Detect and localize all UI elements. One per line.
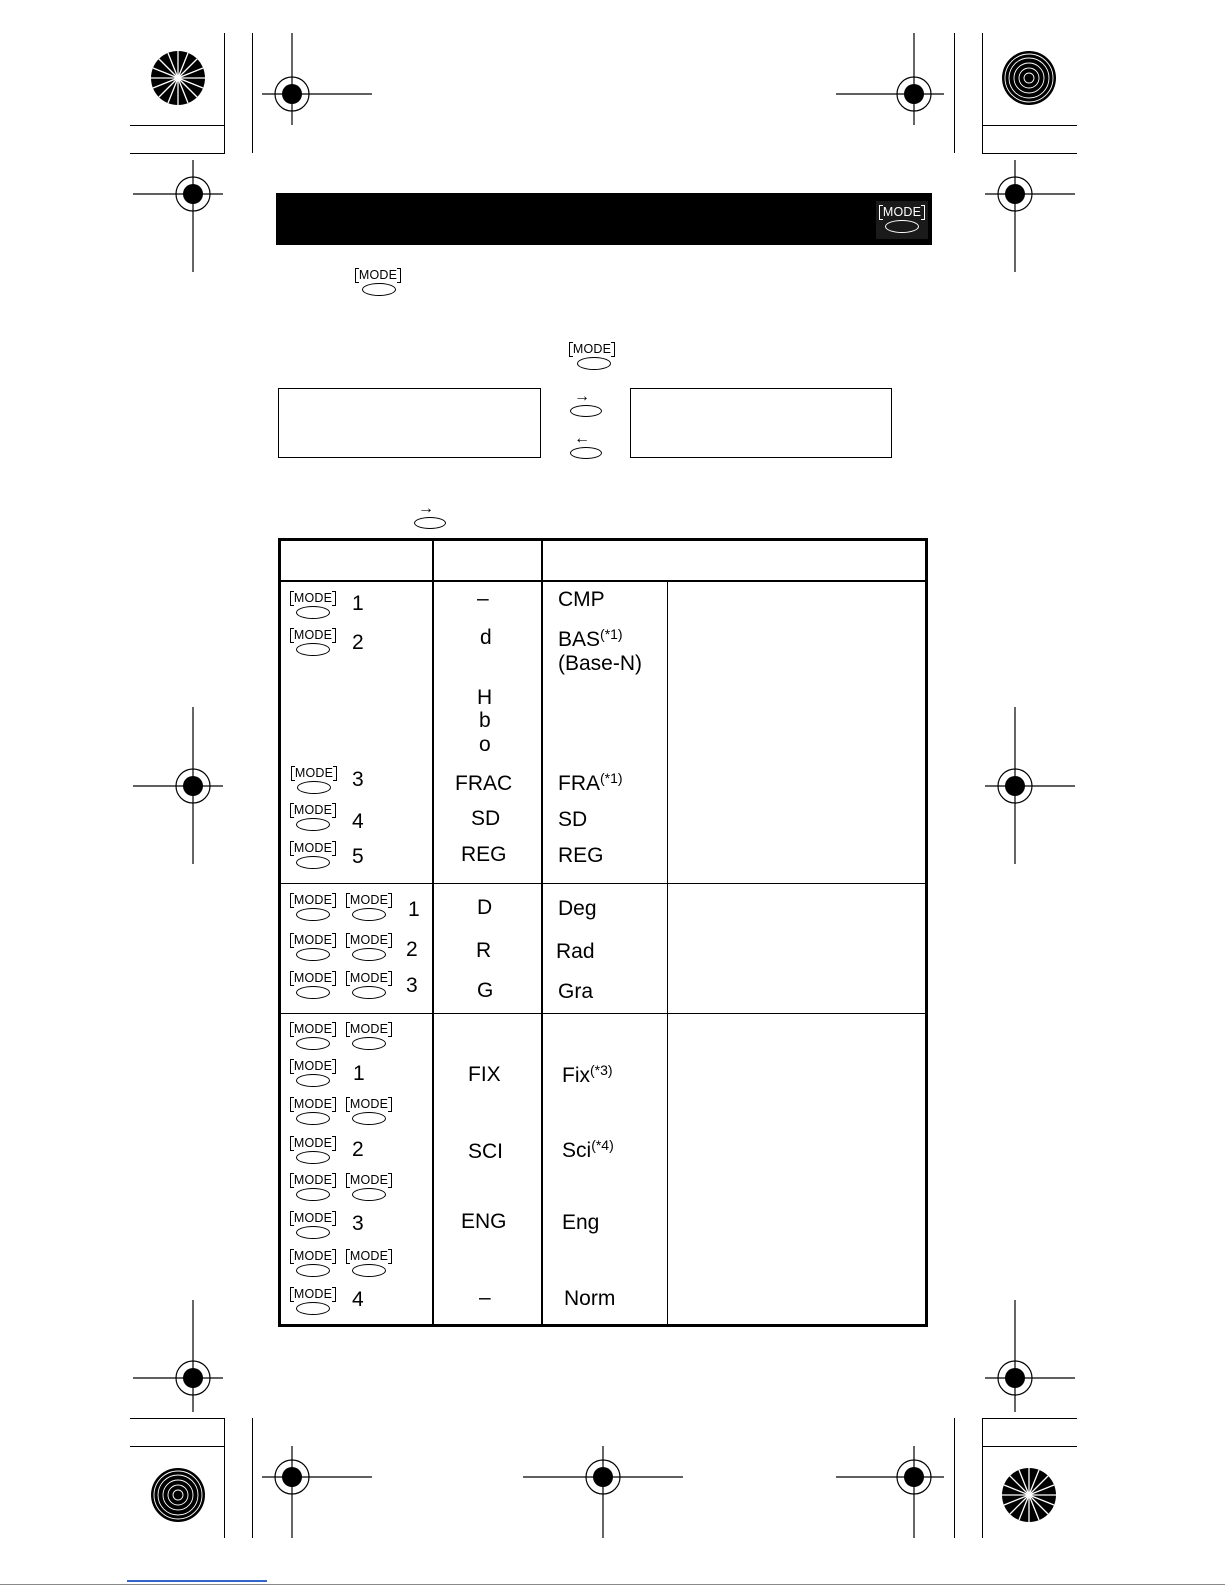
crosshair-right-2	[985, 707, 1075, 864]
mode-key: MODE	[287, 1249, 339, 1283]
mode-key: MODE	[343, 933, 395, 967]
key-oval-icon	[577, 357, 611, 370]
crosshair-left-2	[133, 707, 223, 864]
mode-key: MODE	[287, 1211, 339, 1245]
mode-key: MODE	[287, 803, 339, 837]
mode-key: MODE	[287, 1173, 339, 1207]
mode-key: MODE	[287, 628, 339, 662]
display-screen-right	[630, 388, 892, 458]
mode-key: MODE	[288, 766, 340, 800]
crosshair-left-1	[133, 160, 223, 272]
mode-key: MODE	[343, 971, 395, 1005]
concentric-top-right	[1002, 51, 1056, 105]
starburst-bottom-right	[1002, 1468, 1056, 1522]
left-arrow-key	[566, 432, 606, 462]
mode-key: MODE	[287, 933, 339, 967]
mode-key: MODE	[287, 1097, 339, 1131]
header-mode-key: MODE	[876, 201, 928, 239]
mode-key: MODE	[287, 1136, 339, 1170]
left-arrow-icon: ←	[574, 430, 590, 447]
crosshair-bottom-center	[523, 1446, 683, 1538]
key-oval-icon	[362, 283, 396, 296]
mode-key: MODE	[287, 1287, 339, 1321]
crosshair-bottom-right	[836, 1446, 944, 1538]
mode-key: MODE	[287, 591, 339, 625]
crosshair-left-3	[133, 1300, 223, 1412]
mode-key: MODE	[287, 893, 339, 927]
crosshair-top-left-a	[262, 33, 372, 125]
footer-link-underline[interactable]	[127, 1580, 267, 1582]
mode-key: MODE	[287, 971, 339, 1005]
section-header-bar	[276, 193, 932, 245]
mode-key: MODE	[287, 1059, 339, 1093]
concentric-bottom-left	[151, 1468, 205, 1522]
mode-key: MODE	[343, 893, 395, 927]
right-arrow-icon: →	[418, 500, 434, 517]
right-arrow-key	[566, 390, 606, 420]
crosshair-top-right-a	[836, 33, 944, 125]
note-right-arrow-key	[410, 502, 450, 532]
mode-key: MODE	[343, 1173, 395, 1207]
crosshair-right-3	[985, 1300, 1075, 1412]
mode-key: MODE	[343, 1097, 395, 1131]
mode-key: MODE	[287, 841, 339, 875]
crosshair-right-1	[985, 160, 1075, 272]
right-arrow-icon: →	[574, 388, 590, 405]
display-screen-left	[278, 388, 541, 458]
mode-key: MODE	[343, 1022, 395, 1056]
crosshair-bottom-left	[262, 1446, 372, 1538]
mode-key: MODE	[287, 1022, 339, 1056]
intro-mode-key: MODE	[352, 268, 404, 302]
starburst-top-left	[151, 51, 205, 105]
mode-key: MODE	[343, 1249, 395, 1283]
diagram-mode-key: MODE	[566, 342, 618, 376]
key-oval-icon	[885, 220, 919, 233]
